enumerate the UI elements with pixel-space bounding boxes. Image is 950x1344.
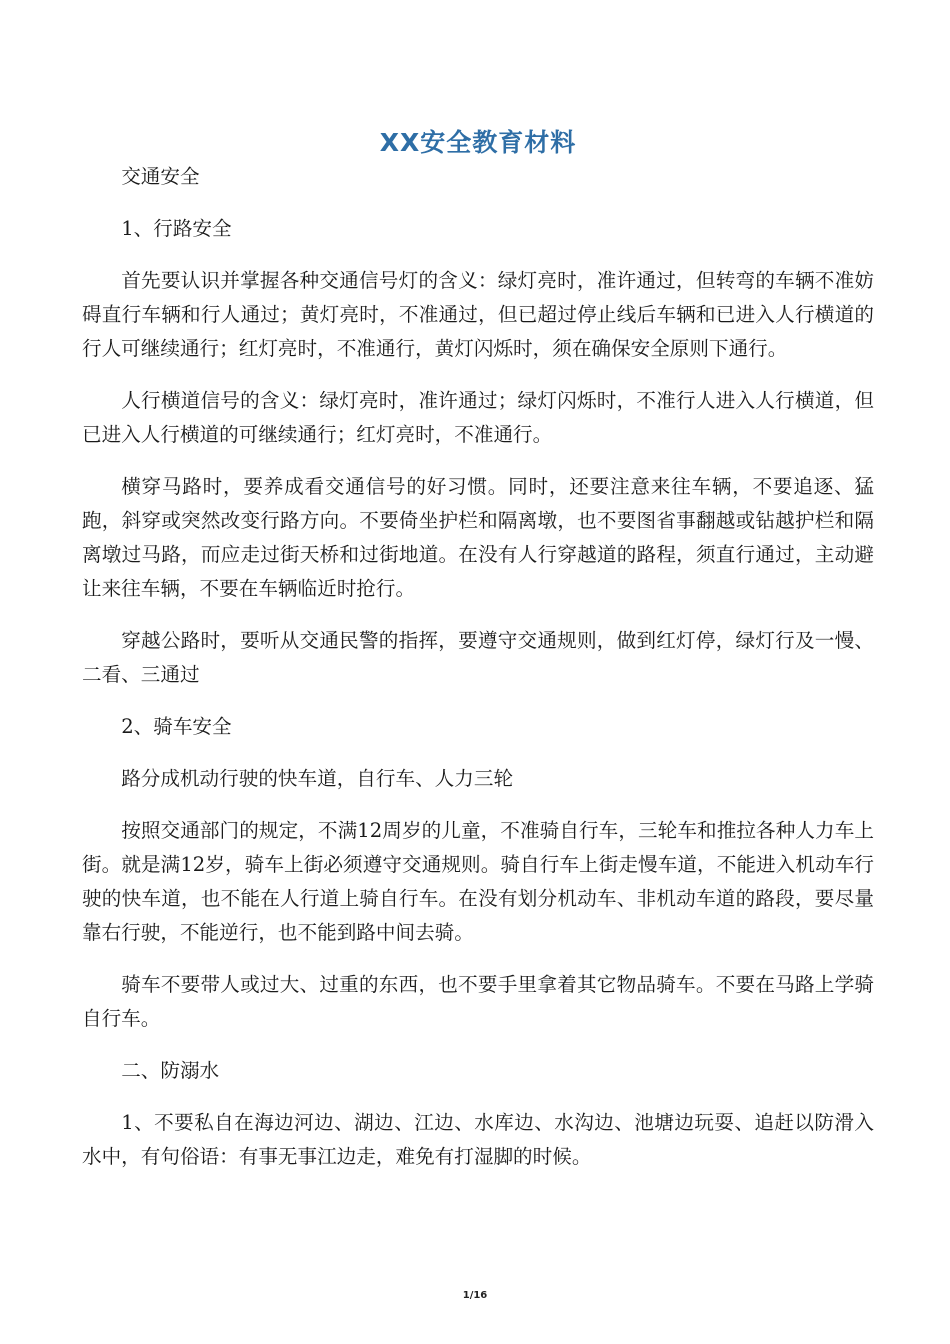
paragraph-waterside-play: 1、不要私自在海边河边、湖边、江边、水库边、水沟边、池塘边玩耍、追赶以防滑入水中，有句俗语：有事无事江边走，难免有打湿脚的时候。 [82,1111,874,1168]
paragraph-crossing-highway: 穿越公路时，要听从交通民警的指挥，要遵守交通规则，做到红灯停，绿灯行及一慢、二看、三通过 [82,629,874,686]
subheading-cycling-safety: 2、骑车安全 [121,715,232,738]
paragraph-cycling-rules: 按照交通部门的规定，不满12周岁的儿童，不准骑自行车，三轮车和推拉各种人力车上街。就是满12岁，骑车上街必须遵守交通规则。骑自行车上街走慢车道，不能进入机动车行驶的快车道，也不能在人行道上骑自行车。在没有划分机动车、非机动车道的路段，要尽量靠右行驶，不能逆行，也不能到路中间去骑。 [82,819,874,944]
paragraph-cycling-cargo: 骑车不要带人或过大、过重的东西，也不要手里拿着其它物品骑车。不要在马路上学骑自行车。 [82,973,874,1030]
paragraph-road-lanes: 路分成机动行驶的快车道，自行车、人力三轮 [121,767,514,790]
paragraph-traffic-lights: 首先要认识并掌握各种交通信号灯的含义：绿灯亮时，准许通过，但转弯的车辆不准妨碍直行车辆和行人通过；黄灯亮时，不准通过，但已超过停止线后车辆和已进入人行横道的行人可继续通行；红灯亮时，不准通行，黄灯闪烁时，须在确保安全原则下通行。 [82,269,874,360]
section-heading-drowning: 二、防溺水 [121,1059,220,1082]
paragraph-crosswalk-signals: 人行横道信号的含义：绿灯亮时，准许通过；绿灯闪烁时，不准行人进入人行横道，但已进入人行横道的可继续通行；红灯亮时，不准通行。 [82,389,874,446]
paragraph-crossing-road: 横穿马路时，要养成看交通信号的好习惯。同时，还要注意来往车辆，不要追逐、猛跑，斜穿或突然改变行路方向。不要倚坐护栏和隔离墩，也不要图省事翻越或钻越护栏和隔离墩过马路，而应走过街天桥和过街地道。在没有人行穿越道的路程，须直行通过，主动避让来往车辆，不要在车辆临近时抢行。 [82,475,874,600]
document-body [82,160,874,1192]
subheading-walking-safety: 1、行路安全 [121,217,232,240]
section-heading-traffic: 交通安全 [121,165,200,188]
document-title: XX安全教育材料 [379,127,577,157]
page-number: 1/16 [462,1290,488,1301]
